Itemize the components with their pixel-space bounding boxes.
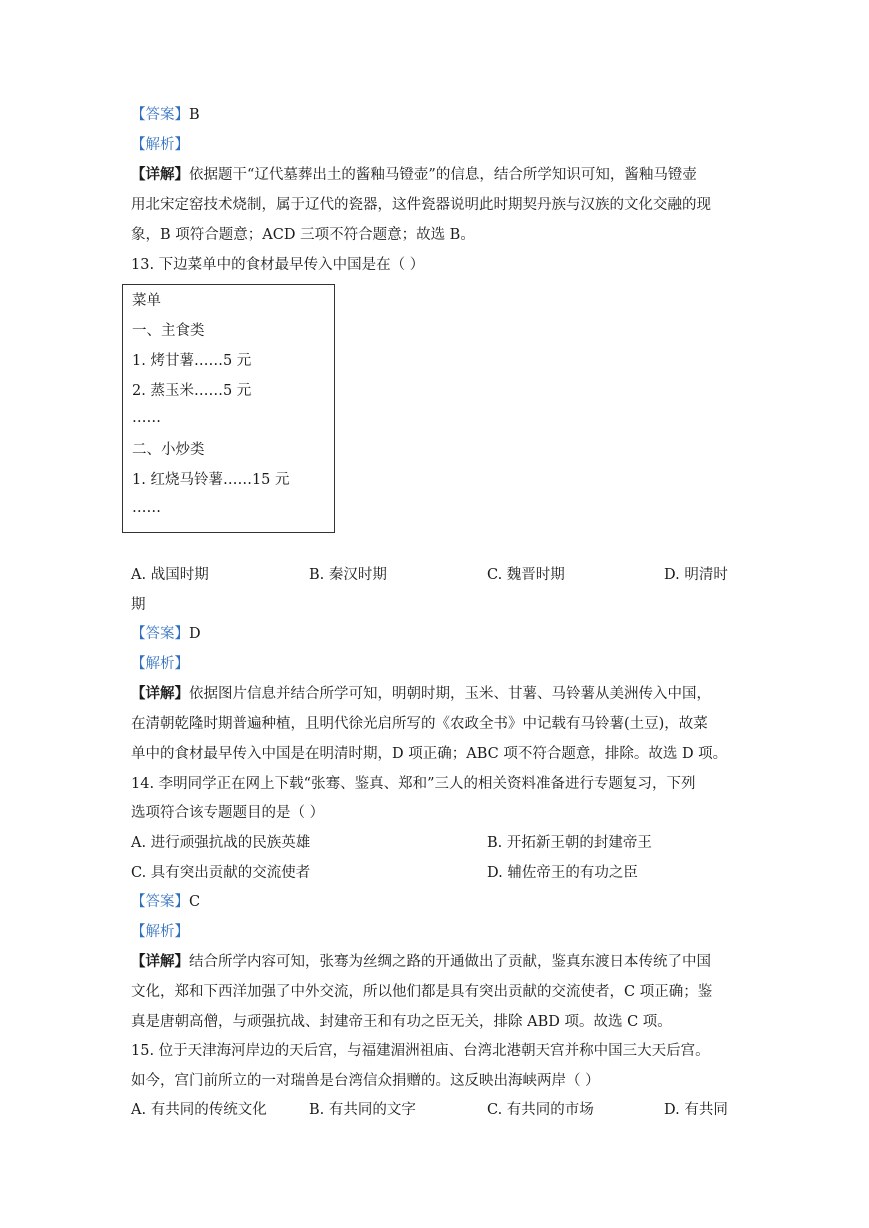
- answer-tag: 【答案】: [131, 894, 189, 910]
- q12-detail-line-1: 【详解】依据题干“辽代墓葬出土的酱釉马镫壶”的信息，结合所学知识可知，酱釉马镫壶: [131, 166, 697, 183]
- q15-stem-line-2: 如今，宫门前所立的一对瑞兽是台湾信众捐赠的。这反映出海峡两岸（ ）: [131, 1073, 600, 1089]
- q15-option-a: A. 有共同的传统文化: [131, 1102, 267, 1118]
- q13-option-d: D. 明清时: [664, 567, 728, 583]
- q13-answer: [131, 624, 741, 644]
- q14-detail-line-1: 【详解】结合所学内容可知，张骞为丝绸之路的开通做出了贡献，鉴真东渡日本传统了中国: [131, 953, 711, 970]
- menu-line: 2. 蒸玉米……5 元: [132, 383, 252, 399]
- q14-detail-line-2: 文化，郑和下西洋加强了中外交流，所以他们都是具有突出贡献的交流使者，C 项正确；鉴: [131, 984, 713, 1000]
- q12-answer: [131, 105, 741, 125]
- q15-option-d: D. 有共同: [664, 1102, 728, 1118]
- q15-option-c: C. 有共同的市场: [487, 1102, 594, 1118]
- q12-analysis-tag: 【解析】: [131, 137, 189, 153]
- q12-detail-line-2: 用北宋定窑技术烧制，属于辽代的瓷器，这件瓷器说明此时期契丹族与汉族的文化交融的现: [131, 197, 711, 213]
- menu-line: 1. 红烧马铃薯……15 元: [132, 472, 290, 488]
- answer-value: D: [189, 626, 201, 642]
- q14-detail-line-3: 真是唐朝高僧，与顽强抗战、封建帝王和有功之臣无关，排除 ABD 项。故选 C 项。: [131, 1014, 672, 1030]
- q13-option-c: C. 魏晋时期: [487, 567, 565, 583]
- q13-detail-line-2: 在清朝乾隆时期普遍种植，且明代徐光启所写的《农政全书》中记载有马铃薯(土豆)，故菜: [131, 716, 708, 732]
- detail-tag: 【详解】: [131, 166, 189, 183]
- answer-value: B: [189, 107, 200, 123]
- answer-value: C: [189, 894, 201, 910]
- menu-line: ……: [132, 410, 161, 426]
- q14-stem-line-2: 选项符合该专题题目的是（ ）: [131, 805, 325, 821]
- q13-option-a: A. 战国时期: [131, 567, 209, 583]
- q13-analysis-tag: 【解析】: [131, 656, 189, 672]
- menu-line: 二、小炒类: [132, 442, 205, 458]
- q13-option-wrap: 期: [131, 597, 146, 613]
- q12-detail-line-3: 象，B 项符合题意；ACD 三项不符合题意；故选 B。: [131, 227, 475, 243]
- q15-option-b: B. 有共同的文字: [309, 1102, 416, 1118]
- q14-option-a: A. 进行顽强抗战的民族英雄: [131, 835, 311, 851]
- menu-line: 1. 烤甘薯……5 元: [132, 353, 252, 369]
- menu-line: ……: [132, 500, 161, 516]
- q14-option-b: B. 开拓新王朝的封建帝王: [487, 835, 652, 851]
- q13-option-b: B. 秦汉时期: [309, 567, 387, 583]
- menu-box: [122, 284, 335, 533]
- q14-answer: [131, 892, 741, 912]
- q14-stem-line-1: 14. 李明同学正在网上下载“张骞、鉴真、郑和”三人的相关资料准备进行专题复习，下列: [131, 776, 696, 792]
- q14-option-c: C. 具有突出贡献的交流使者: [131, 865, 311, 881]
- q15-stem-line-1: 15. 位于天津海河岸边的天后宫，与福建湄洲祖庙、台湾北港朝天宫并称中国三大天后宫。: [131, 1043, 710, 1059]
- q14-option-d: D. 辅佐帝王的有功之臣: [487, 865, 638, 881]
- q13-detail-line-1: 【详解】依据图片信息并结合所学可知，明朝时期，玉米、甘薯、马铃薯从美洲传入中国，: [131, 685, 711, 702]
- menu-line: 一、主食类: [132, 323, 205, 339]
- answer-tag: 【答案】: [131, 626, 189, 642]
- menu-title: 菜单: [132, 293, 161, 309]
- answer-tag: 【答案】: [131, 107, 189, 123]
- detail-tag: 【详解】: [131, 685, 189, 702]
- detail-tag: 【详解】: [131, 953, 189, 970]
- q13-stem: 13. 下边菜单中的食材最早传入中国是在（ ）: [131, 257, 425, 273]
- q13-detail-line-3: 单中的食材最早传入中国是在明清时期，D 项正确；ABC 项不符合题意，排除。故选 D 项。: [131, 746, 728, 762]
- q14-analysis-tag: 【解析】: [131, 924, 189, 940]
